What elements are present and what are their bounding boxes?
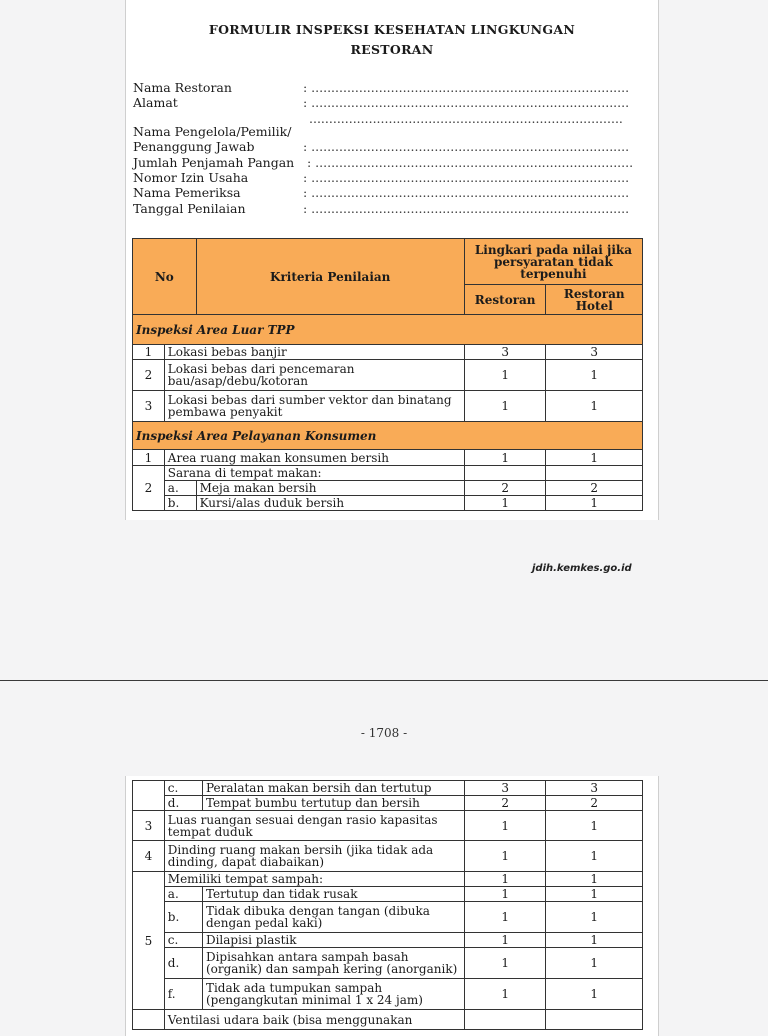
row-criteria: Area ruang makan konsumen bersih bbox=[164, 450, 464, 466]
row-number: 2 bbox=[133, 360, 165, 391]
sub-item-letter: b. bbox=[164, 902, 202, 933]
table-row bbox=[133, 872, 643, 887]
score-restoran: 1 bbox=[464, 811, 546, 841]
footer-url: jdih.kemkes.go.id bbox=[532, 563, 632, 574]
header-lingkari: Lingkari pada nilai jika persyaratan tidak terpenuhi bbox=[464, 239, 642, 285]
row-criteria: Tempat bumbu tertutup dan bersih bbox=[202, 796, 464, 811]
header-kriteria: Kriteria Penilaian bbox=[196, 239, 464, 315]
header-restoran: Restoran bbox=[464, 285, 546, 315]
field-blank: : ................................................................................ bbox=[303, 95, 630, 110]
row-number: 1 bbox=[133, 345, 165, 360]
score-restoran: 1 bbox=[464, 360, 546, 391]
score-restoran: 3 bbox=[464, 345, 546, 360]
score-restoran-hotel: 1 bbox=[546, 872, 643, 887]
row-number bbox=[133, 1010, 165, 1030]
score-restoran: 1 bbox=[464, 933, 546, 948]
form-title-line-1: FORMULIR INSPEKSI KESEHATAN LINGKUNGAN bbox=[208, 22, 576, 37]
score-restoran-hotel: 1 bbox=[546, 948, 643, 979]
section-title: Inspeksi Area Pelayanan Konsumen bbox=[133, 422, 643, 450]
field-blank: ............................................................................... bbox=[309, 111, 623, 126]
field-alamat bbox=[133, 95, 648, 110]
score-restoran-hotel: 1 bbox=[546, 360, 643, 391]
score-restoran-hotel: 3 bbox=[546, 345, 643, 360]
header-no: No bbox=[133, 239, 197, 315]
score-restoran: 1 bbox=[464, 902, 546, 933]
table-row bbox=[133, 481, 643, 496]
field-label: Penanggung Jawab bbox=[133, 139, 255, 154]
table-row bbox=[133, 841, 643, 872]
row-criteria: Memiliki tempat sampah: bbox=[164, 872, 464, 887]
form-title-line-2: RESTORAN bbox=[350, 42, 434, 57]
document-page-1 bbox=[125, 0, 659, 520]
field-tanggal-penilaian bbox=[133, 201, 648, 216]
score-restoran-hotel: 1 bbox=[546, 979, 643, 1010]
field-blank: : ................................................................................ bbox=[303, 170, 630, 185]
score-restoran: 3 bbox=[464, 781, 546, 796]
table-row bbox=[133, 496, 643, 511]
field-blank: : ................................................................................ bbox=[303, 80, 630, 95]
row-criteria: Tertutup dan tidak rusak bbox=[202, 887, 464, 902]
score-restoran-hotel: 1 bbox=[546, 450, 643, 466]
field-nomor-izin bbox=[133, 170, 648, 185]
row-criteria: Luas ruangan sesuai dengan rasio kapasitas tempat duduk bbox=[164, 811, 464, 841]
field-blank: : ................................................................................ bbox=[307, 155, 634, 170]
row-criteria: Ventilasi udara baik (bisa menggunakan bbox=[164, 1010, 464, 1030]
field-label: Nomor Izin Usaha bbox=[133, 170, 249, 185]
score-restoran: 1 bbox=[464, 496, 546, 511]
score-restoran bbox=[464, 1010, 546, 1030]
section-row bbox=[133, 422, 643, 450]
score-restoran: 1 bbox=[464, 948, 546, 979]
table-row bbox=[133, 811, 643, 841]
score-restoran: 1 bbox=[464, 887, 546, 902]
row-criteria: Tidak dibuka dengan tangan (dibuka dengan pedal kaki) bbox=[202, 902, 464, 933]
row-number: 1 bbox=[133, 450, 165, 466]
score-restoran-hotel: 1 bbox=[546, 887, 643, 902]
score-restoran-hotel: 1 bbox=[546, 811, 643, 841]
score-restoran-hotel bbox=[546, 1010, 643, 1030]
row-criteria: Sarana di tempat makan: bbox=[164, 466, 464, 481]
row-number: 3 bbox=[133, 391, 165, 422]
score-restoran bbox=[464, 466, 546, 481]
score-restoran: 1 bbox=[464, 979, 546, 1010]
sub-item-letter: c. bbox=[164, 781, 202, 796]
field-nama-pemeriksa bbox=[133, 185, 648, 200]
row-criteria: Meja makan bersih bbox=[196, 481, 464, 496]
sub-item-letter: b. bbox=[164, 496, 196, 511]
row-number: 5 bbox=[133, 872, 165, 1010]
score-restoran: 2 bbox=[464, 481, 546, 496]
table-row bbox=[133, 1010, 643, 1030]
field-blank: : ................................................................................ bbox=[303, 201, 630, 216]
section-row bbox=[133, 315, 643, 345]
table-row bbox=[133, 360, 643, 391]
score-restoran-hotel: 2 bbox=[546, 796, 643, 811]
field-label: Alamat bbox=[133, 95, 178, 110]
sub-item-letter: a. bbox=[164, 887, 202, 902]
row-criteria: Dipisahkan antara sampah basah (organik) dan sampah kering (anorganik) bbox=[202, 948, 464, 979]
table-row bbox=[133, 887, 643, 902]
score-restoran-hotel: 1 bbox=[546, 841, 643, 872]
header-restoran-hotel: Restoran Hotel bbox=[546, 285, 643, 315]
row-number bbox=[133, 781, 165, 811]
field-label: Nama Restoran bbox=[133, 80, 232, 95]
field-label: Nama Pemeriksa bbox=[133, 185, 241, 200]
field-nama-restoran bbox=[133, 80, 648, 95]
table-row bbox=[133, 979, 643, 1010]
sub-item-letter: d. bbox=[164, 796, 202, 811]
sub-item-letter: d. bbox=[164, 948, 202, 979]
table-row bbox=[133, 933, 643, 948]
field-label: Nama Pengelola/Pemilik/ bbox=[133, 124, 292, 139]
sub-item-letter: f. bbox=[164, 979, 202, 1010]
field-label: Jumlah Penjamah Pangan bbox=[133, 155, 295, 170]
inspection-table-page-1 bbox=[132, 238, 643, 511]
row-criteria: Kursi/alas duduk bersih bbox=[196, 496, 464, 511]
row-criteria: Lokasi bebas dari pencemaran bau/asap/debu/kotoran bbox=[164, 360, 464, 391]
table-row bbox=[133, 391, 643, 422]
score-restoran-hotel: 1 bbox=[546, 902, 643, 933]
field-blank: : ................................................................................ bbox=[303, 139, 630, 154]
sub-item-letter: a. bbox=[164, 481, 196, 496]
score-restoran-hotel: 1 bbox=[546, 496, 643, 511]
row-criteria: Peralatan makan bersih dan tertutup bbox=[202, 781, 464, 796]
field-label: Tanggal Penilaian bbox=[133, 201, 246, 216]
score-restoran-hotel: 1 bbox=[546, 391, 643, 422]
table-row bbox=[133, 902, 643, 933]
field-jumlah-penjamah bbox=[133, 155, 648, 170]
field-blank: : ................................................................................ bbox=[303, 185, 630, 200]
field-penanggung-jawab bbox=[133, 139, 648, 154]
score-restoran-hotel bbox=[546, 466, 643, 481]
score-restoran: 1 bbox=[464, 450, 546, 466]
page-number: - 1708 - bbox=[360, 726, 408, 740]
row-criteria: Lokasi bebas banjir bbox=[164, 345, 464, 360]
table-row bbox=[133, 796, 643, 811]
row-number: 2 bbox=[133, 466, 165, 511]
row-criteria: Tidak ada tumpukan sampah (pengangkutan minimal 1 x 24 jam) bbox=[202, 979, 464, 1010]
row-number: 3 bbox=[133, 811, 165, 841]
table-row bbox=[133, 466, 643, 481]
table-row bbox=[133, 450, 643, 466]
score-restoran-hotel: 1 bbox=[546, 933, 643, 948]
score-restoran-hotel: 3 bbox=[546, 781, 643, 796]
row-criteria: Dinding ruang makan bersih (jika tidak ada dinding, dapat diabaikan) bbox=[164, 841, 464, 872]
row-number: 4 bbox=[133, 841, 165, 872]
inspection-table-page-2 bbox=[132, 780, 643, 1030]
table-row bbox=[133, 781, 643, 796]
score-restoran: 2 bbox=[464, 796, 546, 811]
document-page-2 bbox=[125, 776, 659, 1036]
score-restoran: 1 bbox=[464, 391, 546, 422]
score-restoran: 1 bbox=[464, 841, 546, 872]
score-restoran: 1 bbox=[464, 872, 546, 887]
sub-item-letter: c. bbox=[164, 933, 202, 948]
section-title: Inspeksi Area Luar TPP bbox=[133, 315, 643, 345]
table-row bbox=[133, 948, 643, 979]
field-pengelola-line1 bbox=[133, 124, 648, 139]
score-restoran-hotel: 2 bbox=[546, 481, 643, 496]
row-criteria: Dilapisi plastik bbox=[202, 933, 464, 948]
row-criteria: Lokasi bebas dari sumber vektor dan binatang pembawa penyakit bbox=[164, 391, 464, 422]
table-row bbox=[133, 345, 643, 360]
page-divider bbox=[0, 680, 768, 681]
table-header-row bbox=[133, 239, 643, 285]
